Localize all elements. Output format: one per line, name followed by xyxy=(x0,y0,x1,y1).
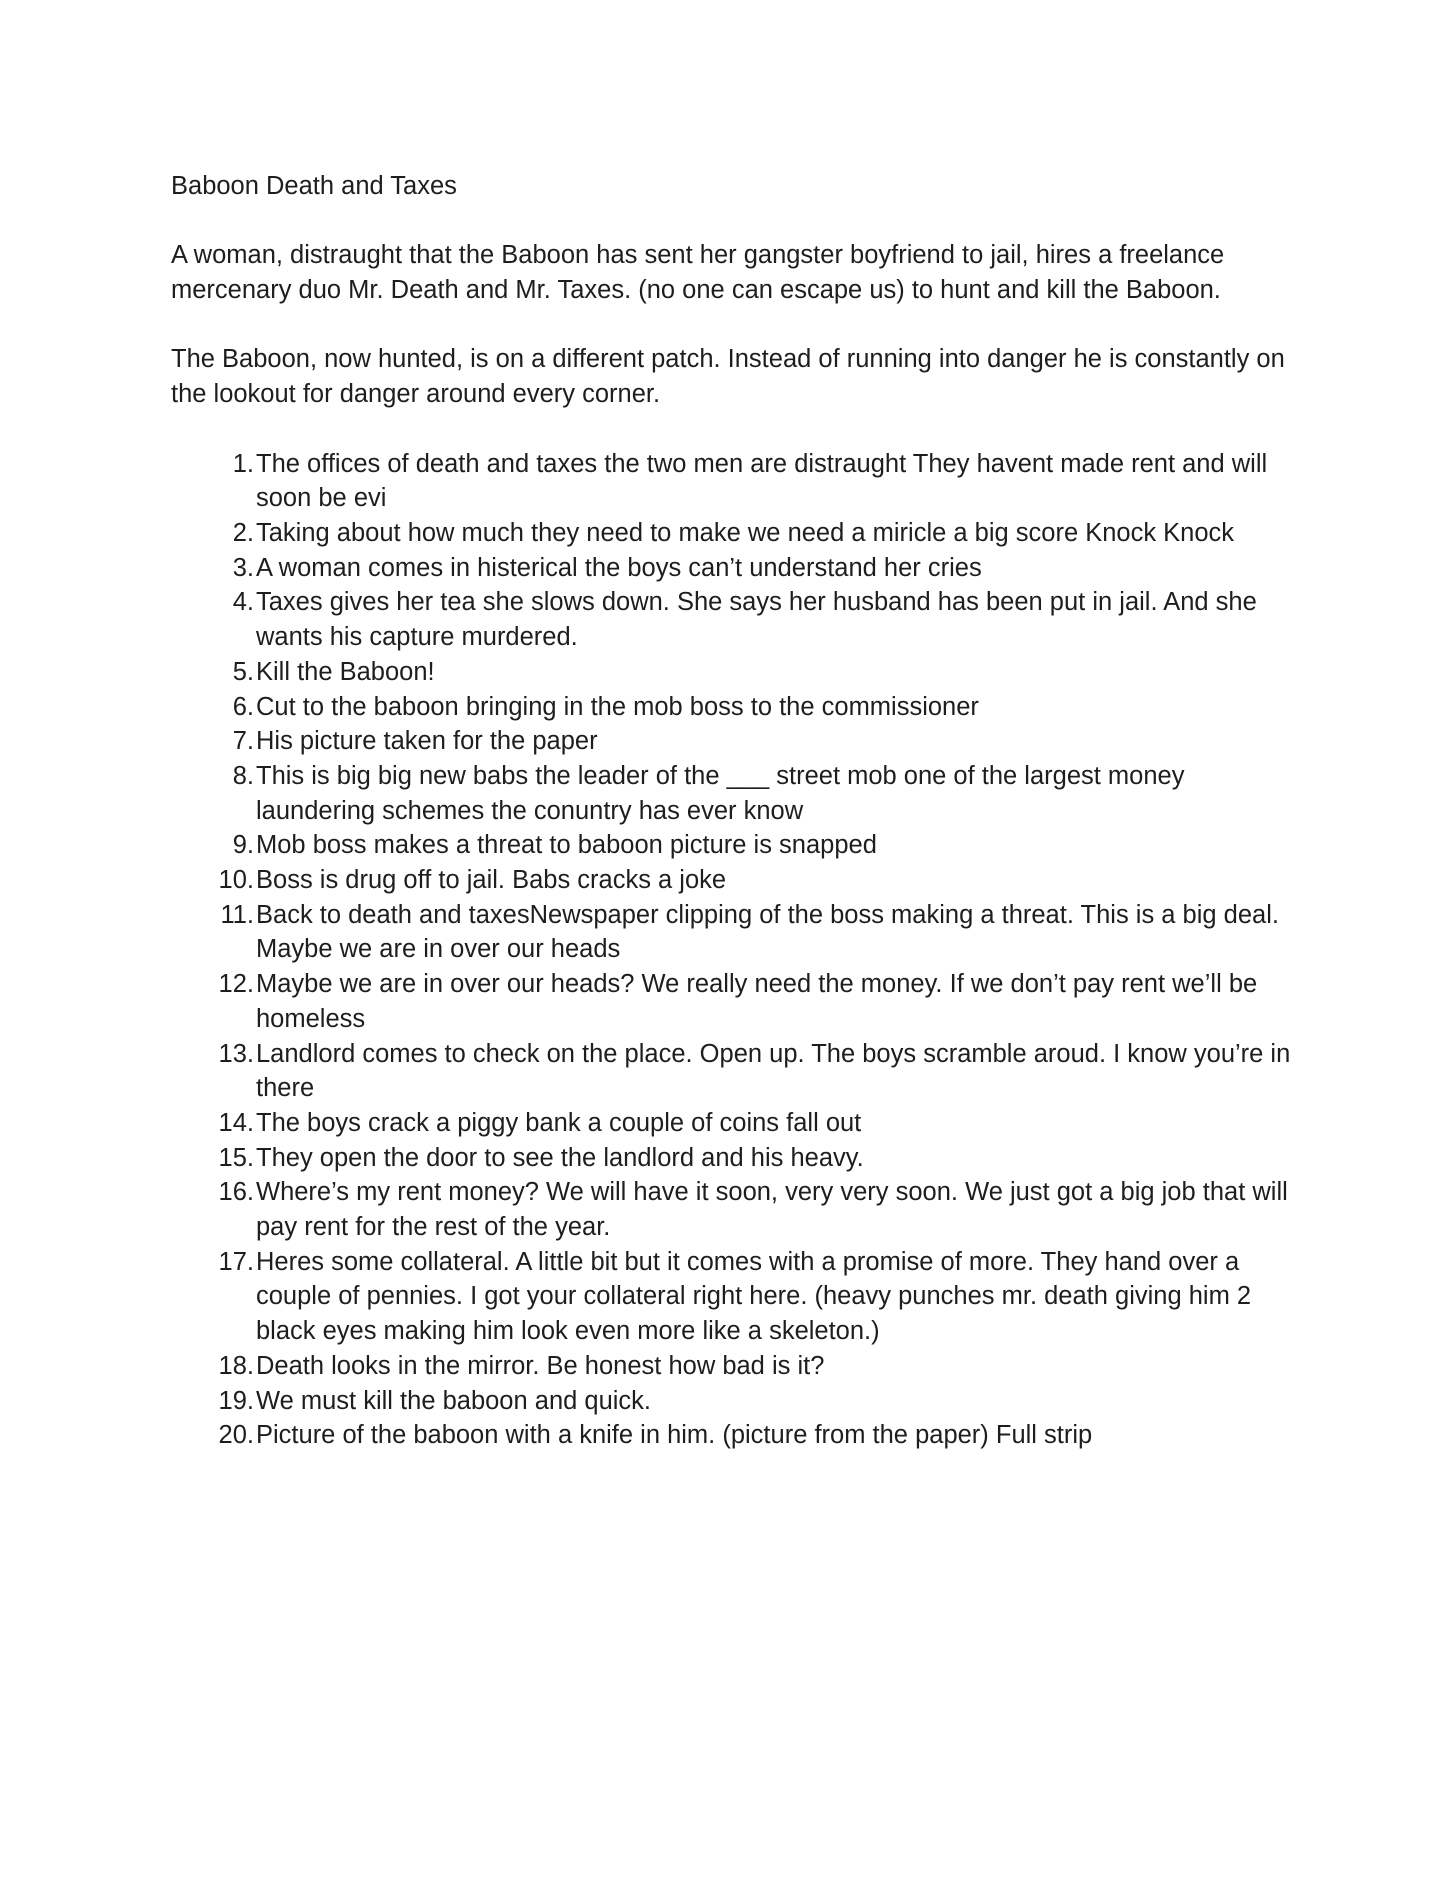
document-title: Baboon Death and Taxes xyxy=(171,172,457,200)
list-item-text: Landlord comes to check on the place. Open up. The boys scramble aroud. I know you’re in there xyxy=(256,1039,1291,1103)
list-item-number: 6. xyxy=(232,692,254,721)
list-item xyxy=(171,828,1291,863)
list-item-text: Back to death and taxesNewspaper clipping of the boss making a threat. This is a big deal. Maybe we are in over our heads xyxy=(256,900,1279,964)
list-item-text: They open the door to see the landlord and his heavy. xyxy=(256,1143,864,1172)
list-item-text: Where’s my rent money? We will have it soon, very very soon. We just got a big job that will pay rent for the rest of the year. xyxy=(256,1178,1288,1242)
list-item xyxy=(171,863,1291,898)
list-item xyxy=(171,1141,1291,1176)
list-item-number: 17. xyxy=(218,1247,254,1276)
list-item-number: 2. xyxy=(232,518,254,547)
list-item-number: 3. xyxy=(232,553,254,582)
list-item xyxy=(171,516,1291,551)
list-item-text: The boys crack a piggy bank a couple of coins fall out xyxy=(256,1108,862,1137)
list-item-text: Death looks in the mirror. Be honest how bad is it? xyxy=(256,1351,825,1380)
list-item-number: 10. xyxy=(218,866,254,895)
list-item xyxy=(171,585,1291,654)
list-item-number: 9. xyxy=(232,831,254,860)
list-item-text: Kill the Baboon! xyxy=(256,657,435,686)
premise-paragraph: The Baboon, now hunted, is on a different patch. Instead of running into danger he is constantly on the lookout for danger around every corner. xyxy=(171,345,1285,409)
list-item-text: Maybe we are in over our heads? We really need the money. If we don’t pay rent we’ll be homeless xyxy=(256,970,1258,1033)
list-item-text: Taking about how much they need to make we need a miricle a big score Knock Knock xyxy=(256,518,1235,547)
list-item-text: A woman comes in histerical the boys can’t understand her cries xyxy=(256,553,982,582)
list-item-number: 18. xyxy=(218,1351,254,1380)
list-item-text: Taxes gives her tea she slows down. She says her husband has been put in jail. And she wants his capture murdered. xyxy=(256,588,1257,652)
list-item xyxy=(171,1037,1291,1106)
list-item-number: 19. xyxy=(218,1386,254,1415)
list-item-text: Mob boss makes a threat to baboon picture is snapped xyxy=(256,831,877,860)
list-item-number: 14. xyxy=(218,1108,254,1137)
list-item xyxy=(171,447,1291,516)
list-item xyxy=(171,1245,1291,1349)
list-item xyxy=(171,655,1291,690)
list-item xyxy=(171,724,1291,759)
list-item-text: We must kill the baboon and quick. xyxy=(256,1386,652,1415)
list-item-number: 11. xyxy=(220,900,254,929)
list-item-number: 12. xyxy=(218,970,254,999)
list-item-text: Boss is drug off to jail. Babs cracks a joke xyxy=(256,866,727,895)
list-item-text: Picture of the baboon with a knife in him. (picture from the paper) Full strip xyxy=(256,1421,1093,1450)
list-item-number: 7. xyxy=(232,727,254,756)
list-item-number: 16. xyxy=(218,1178,254,1207)
list-item xyxy=(171,1106,1291,1141)
list-item-text: Cut to the baboon bringing in the mob boss to the commissioner xyxy=(256,692,979,721)
list-item-text: The offices of death and taxes the two men are distraught They havent made rent and will soon be evi xyxy=(256,449,1268,513)
list-item-text: His picture taken for the paper xyxy=(256,727,598,756)
list-item xyxy=(171,1175,1291,1244)
list-item-text: This is big big new babs the leader of the ___ street mob one of the largest money laundering schemes the conuntry has ever know xyxy=(256,761,1185,825)
list-item-number: 20. xyxy=(218,1421,254,1450)
list-item-text: Heres some collateral. A little bit but it comes with a promise of more. They hand over a couple of pennies. I got your collateral right here. (heavy punches mr. death giving him 2 black eyes making him look even more like a skeleton.) xyxy=(256,1247,1252,1346)
list-item xyxy=(171,551,1291,586)
list-item xyxy=(171,690,1291,725)
list-item xyxy=(171,967,1291,1036)
story-outline-list xyxy=(171,447,1291,1453)
list-item-number: 8. xyxy=(232,761,254,790)
list-item xyxy=(171,898,1291,967)
list-item xyxy=(171,1349,1291,1384)
document-body xyxy=(171,169,1291,1453)
list-item-number: 5. xyxy=(232,657,254,686)
intro-paragraph: A woman, distraught that the Baboon has sent her gangster boyfriend to jail, hires a freelance mercenary duo Mr. Death and Mr. Taxes. (no one can escape us) to hunt and kill the Baboon. xyxy=(171,241,1225,305)
list-item-number: 1. xyxy=(232,449,254,478)
list-item xyxy=(171,1384,1291,1419)
list-item xyxy=(171,1418,1291,1453)
list-item xyxy=(171,759,1291,828)
list-item-number: 15. xyxy=(218,1143,254,1172)
list-item-number: 4. xyxy=(232,588,254,617)
list-item-number: 13. xyxy=(218,1039,254,1068)
